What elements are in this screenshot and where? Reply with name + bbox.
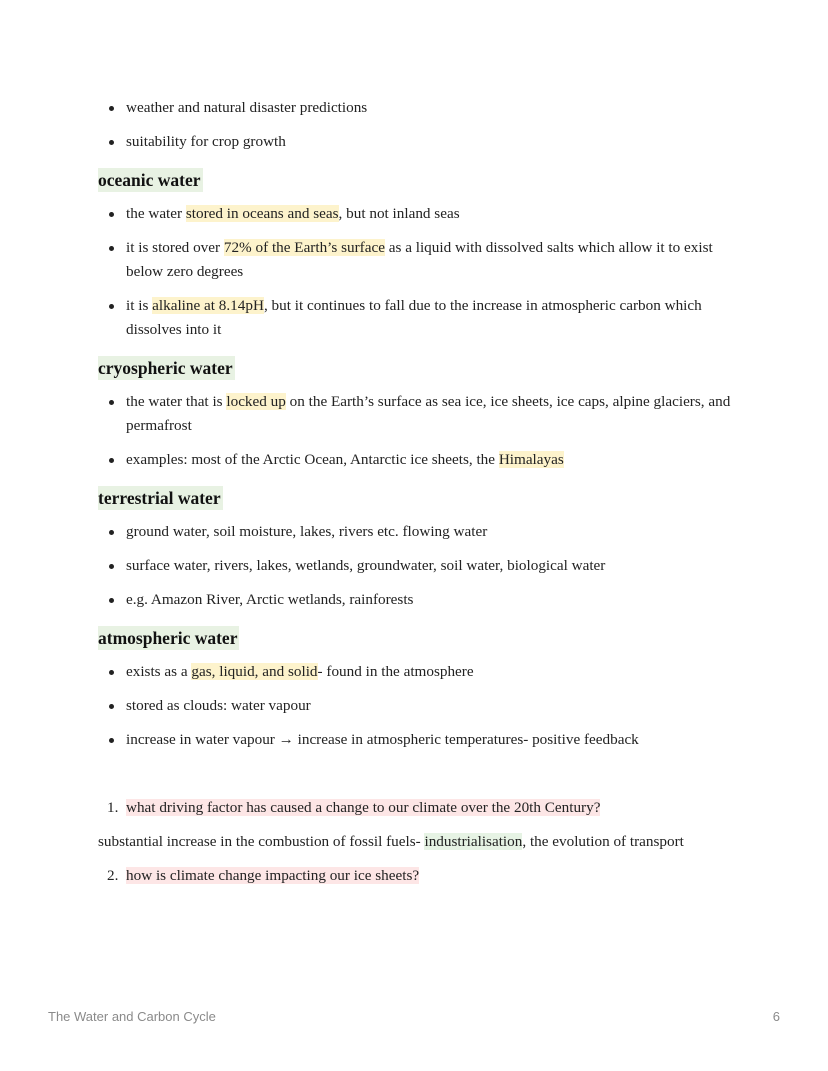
highlight: Himalayas [498,451,564,468]
section-heading-wrap [98,356,738,380]
list-item: ground water, soil moisture, lakes, rivers etc. flowing water [98,520,738,544]
spacer [98,762,738,796]
highlight: 72% of the Earth’s surface [223,239,385,256]
atmospheric-list [98,660,738,752]
answer-1 [98,830,738,854]
question-number: 1. [107,799,119,816]
list-item: weather and natural disaster predictions [98,96,738,120]
oceanic-list [98,202,738,342]
section-heading-cryospheric: cryospheric water [98,358,233,378]
question-1 [98,796,738,820]
intro-list [98,96,738,154]
text-span: , the evolution of transport [522,833,684,850]
highlight: stored in oceans and seas [185,205,339,222]
footer-title: The Water and Carbon Cycle [48,1009,216,1024]
list-item [98,294,738,342]
text-span: examples: most of the Arctic Ocean, Antarctic ice sheets, the [126,451,499,468]
text-span: , but it continues to fall due to the increase in atmospheric carbon which dissolves into it [126,297,702,338]
text-span: the water [126,205,186,222]
question-text: what driving factor has caused a change to our climate over the 20th Century? [126,799,601,816]
section-heading-terrestrial: terrestrial water [98,488,221,508]
section-heading-oceanic: oceanic water [98,170,201,190]
text-span: as a liquid with dissolved salts which allow it to exist below zero degrees [126,239,713,280]
text-span: it is [126,297,153,314]
text-span: the water that is [126,393,227,410]
list-item: e.g. Amazon River, Arctic wetlands, rainforests [98,588,738,612]
text-span: , but not inland seas [338,205,460,222]
highlight: gas, liquid, and solid [191,663,318,680]
text-span: substantial increase in the combustion of fossil fuels- [98,833,425,850]
list-item [98,202,738,226]
text-span: - found in the atmosphere [317,663,474,680]
list-item [98,660,738,684]
list-item [98,390,738,438]
text-span: it is stored over [126,239,224,256]
section-heading-wrap [98,486,738,510]
page-number: 6 [772,1009,780,1024]
page-footer [48,1009,780,1024]
list-item: stored as clouds: water vapour [98,694,738,718]
question-text: how is climate change impacting our ice sheets? [126,867,420,884]
highlight: industrialisation [424,833,523,850]
list-item [98,236,738,284]
highlight: alkaline at 8.14pH [152,297,264,314]
list-item: surface water, rivers, lakes, wetlands, groundwater, soil water, biological water [98,554,738,578]
terrestrial-list [98,520,738,612]
list-item: suitability for crop growth [98,130,738,154]
text-span: exists as a [126,663,192,680]
cryospheric-list [98,390,738,472]
text-span: on the Earth’s surface as sea ice, ice sheets, ice caps, alpine glaciers, and permafrost [126,393,731,434]
question-number: 2. [107,867,119,884]
highlight: locked up [226,393,286,410]
list-item: increase in water vapour → increase in atmospheric temperatures- positive feedback [98,728,738,752]
section-heading-atmospheric: atmospheric water [98,628,238,648]
document-body [98,96,738,898]
section-heading-wrap [98,626,738,650]
section-heading-wrap [98,168,738,192]
question-2 [98,864,738,888]
list-item [98,448,738,472]
